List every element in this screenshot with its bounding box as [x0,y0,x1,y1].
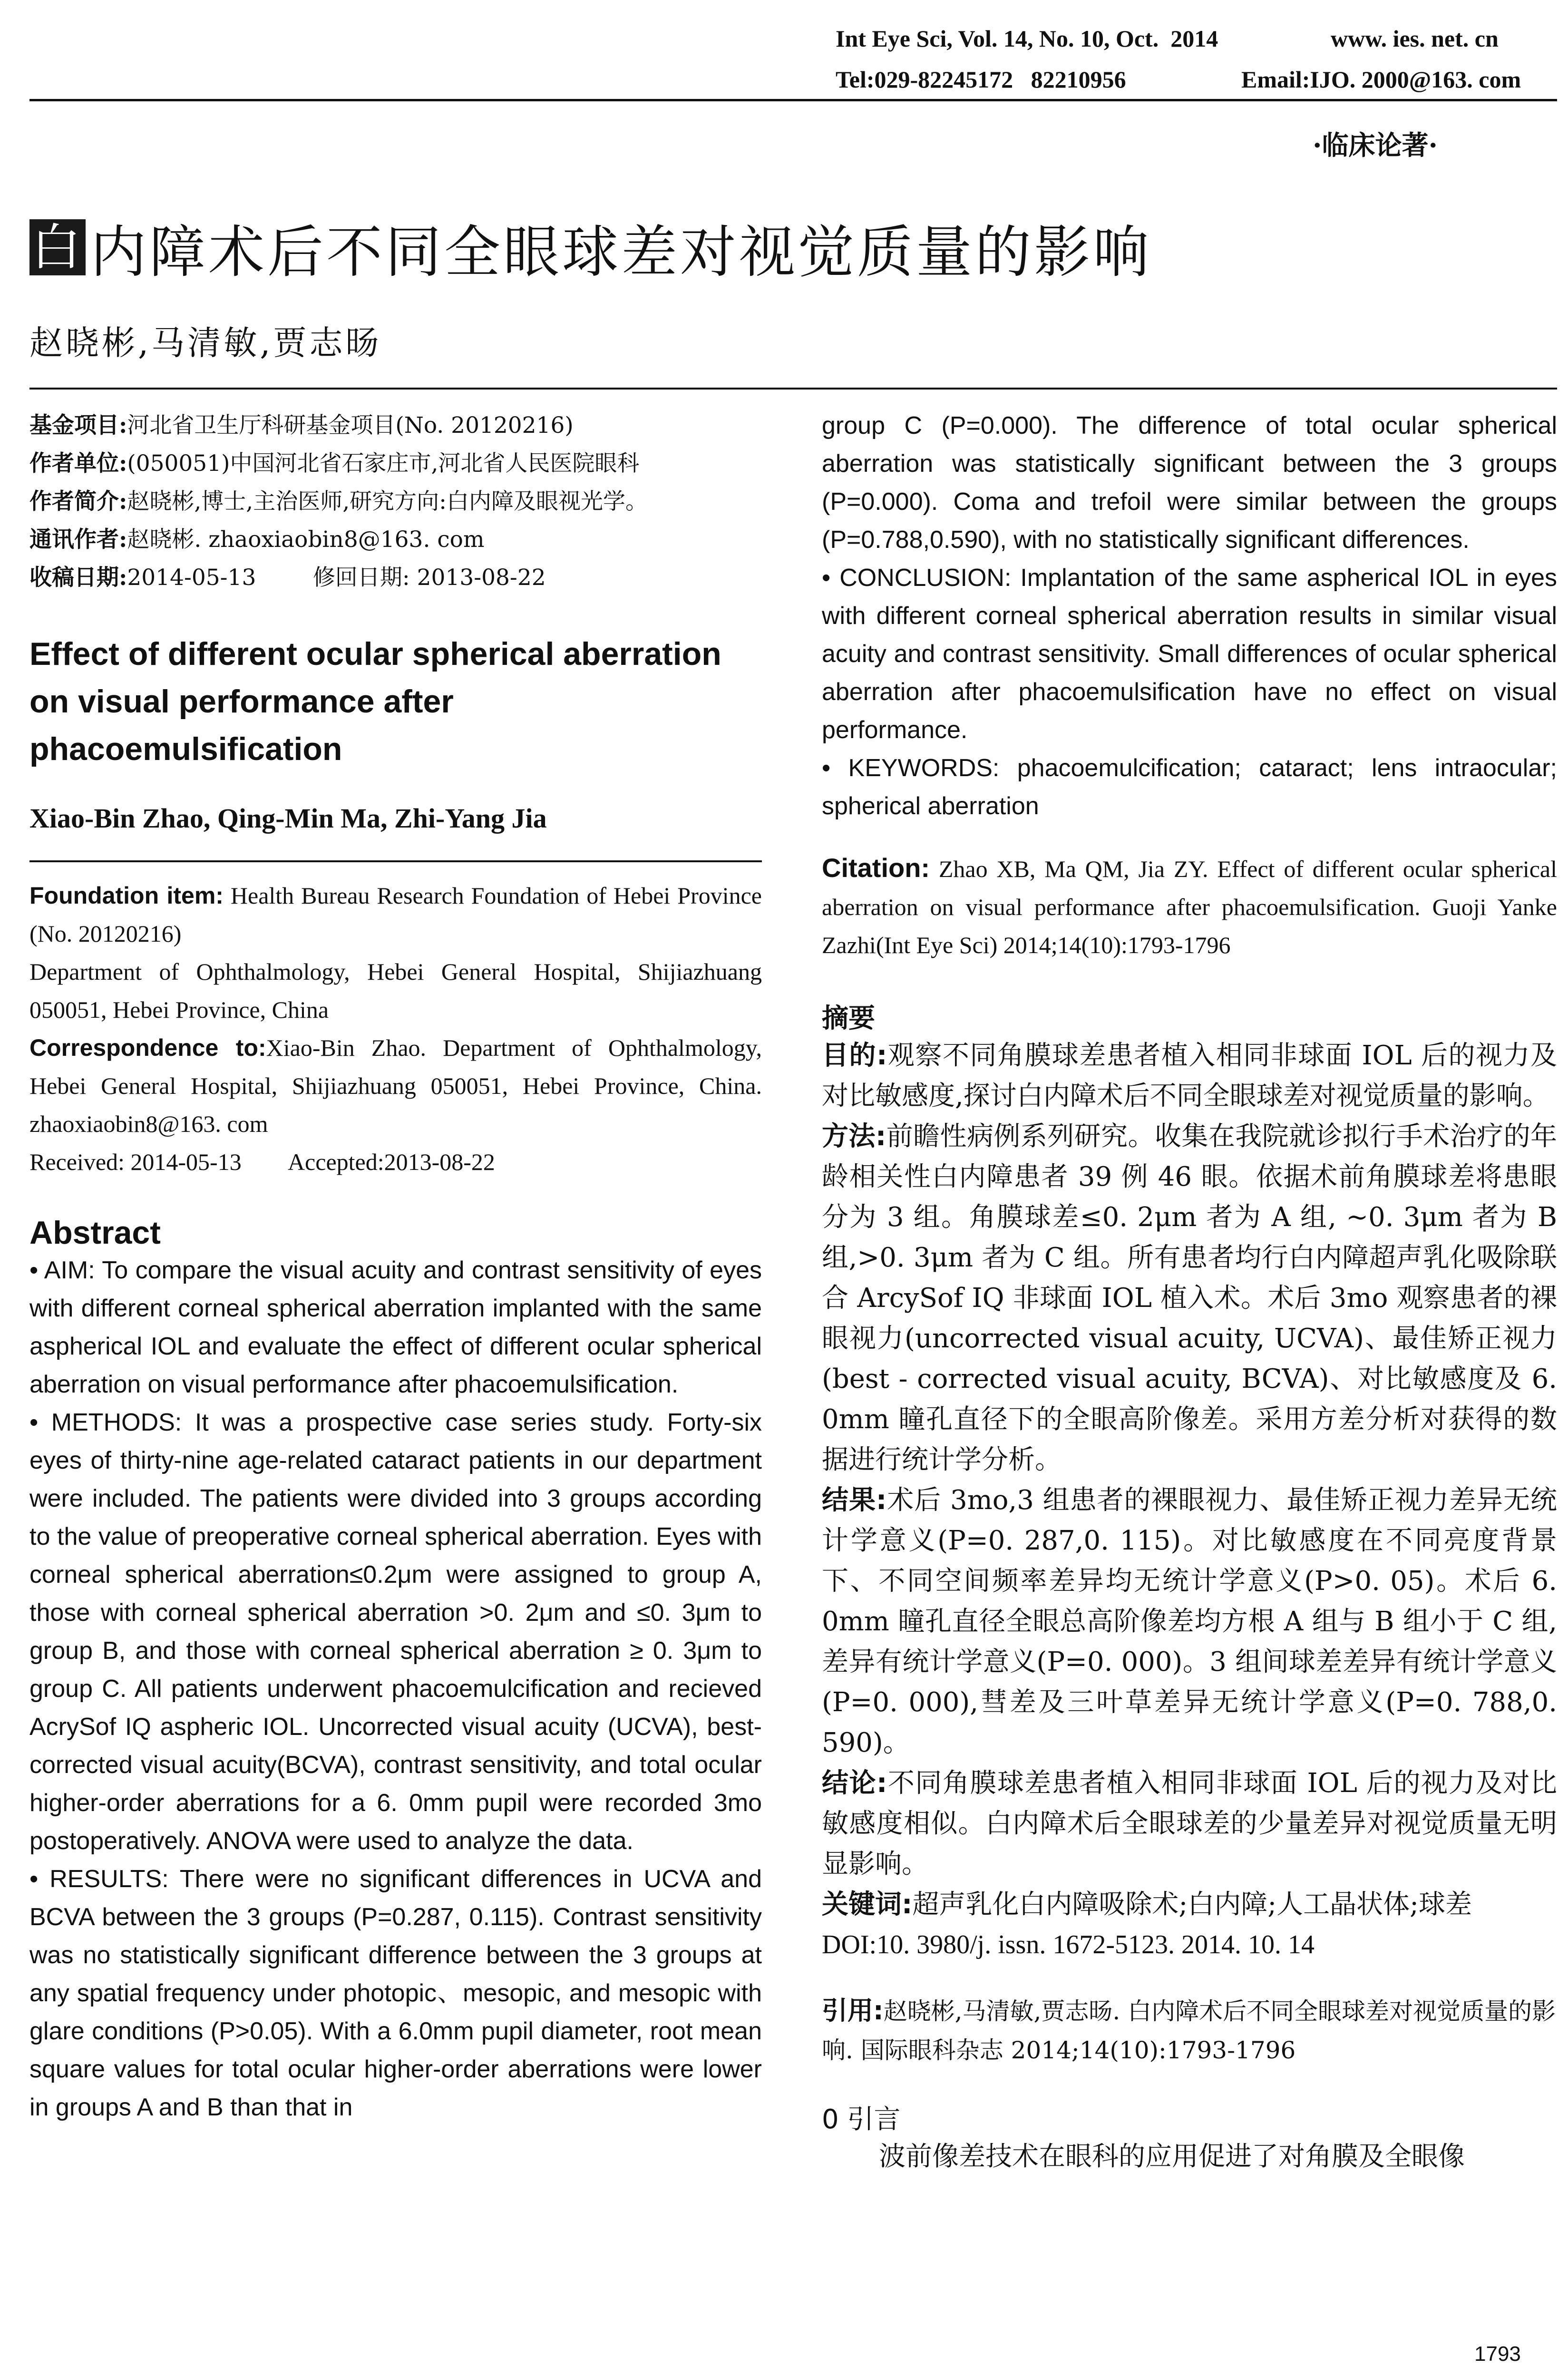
citation-label: Citation: [822,853,930,883]
zh-label: 方法: [822,1121,886,1152]
correspondence-text: Xiao-Bin Zhao. Department of Ophthalmology, Hebei General Hospital, Shijiazhuang 050051, Hebei Province, China. zhaoxiaobin8@163. com [29,1034,762,1137]
doi: DOI:10. 3980/j. issn. 1672-5123. 2014. 10. 14 [822,1930,1315,1959]
zh-aim [822,1035,1557,1116]
info-bio [29,483,762,521]
info-zh-block [29,407,762,597]
info-foundation [29,407,762,445]
citation-en [822,849,1557,964]
info-label: 收稿日期: [29,565,127,591]
zh-label: 结论: [822,1768,887,1799]
zh-text: 不同角膜球差患者植入相同非球面 IOL 后的视力及对比敏感度相似。白内障术后全眼球差的少量差异对视觉质量无明显影响。 [822,1768,1557,1880]
zh-label: 目的: [822,1040,887,1071]
abstract-conclusion: • CONCLUSION: Implantation of the same aspherical IOL in eyes with different corneal spherical aberration results in similar visual acuity and contrast sensitivity. Small differences of ocular spherical aberration after phacoemulsification have no effect on visual performance. [822,564,1557,744]
abstract-keywords: • KEYWORDS: phacoemulcification; cataract; lens intraocular; spherical aberration [822,754,1557,820]
info-text: (050051)中国河北省石家庄市,河北省人民医院眼科 [127,450,640,477]
foundation-label: Foundation item: [29,882,224,909]
journal-header-line2-left: Tel:029-82245172 82210956 [836,66,1126,93]
intro-heading: 0 引言 [822,2104,901,2135]
info-correspondence [29,521,762,559]
zh-keywords [822,1884,1557,1925]
zh-abstract-heading: 摘要 [822,1003,875,1034]
zh-text: 术后 3mo,3 组患者的裸眼视力、最佳矫正视力差异无统计学意义(P=0. 287,0. 115)。对比敏感度在不同亮度背景下、不同空间频率差异均无统计学意义(P>0. 05)。术后 6. 0mm 瞳孔直径全眼总高阶像差均方根 A 组与 B 组小于 C 组,差异有统计学意义(P=0. 000)。3 组间球差差异有统计学意义(P=0. 000),彗差及三叶草差异无统计学意义(P=0. 788,0. 590)。 [822,1485,1557,1758]
received-en: Received: 2014-05-13 Accepted:2013-08-22 [29,1149,495,1175]
info-text: 2014-05-13 修回日期: 2013-08-22 [127,565,546,591]
authors-en: Xiao-Bin Zhao, Qing-Min Ma, Zhi-Yang Jia [29,803,547,834]
right-column [822,407,1557,2177]
section-tag: ·临床论著· [1313,130,1438,161]
title-en: Effect of different ocular spherical aberration on visual performance after phacoemulsification [29,636,721,767]
zh-abstract-body [822,1035,1557,1965]
info-text: 赵晓彬. zhaoxiaobin8@163. com [127,526,485,553]
authors-zh: 赵晓彬,马清敏,贾志旸 [29,323,382,362]
abstract-aim: • AIM: To compare the visual acuity and contrast sensitivity of eyes with different corneal spherical aberration implanted with the same aspherical IOL and evaluate the effect of different ocular spherical aberration on visual performance after phacoemulsification. [29,1257,762,1398]
abstract-heading: Abstract [29,1215,161,1251]
abstract-results: • RESULTS: There were no significant differences in UCVA and BCVA between the 3 groups (P=0.287, 0.115). Contrast sensitivity was no statistically significant difference between the 3 groups at any spatial frequency under photopic、mesopic, and mesopic with glare conditions (P>0.05). With a 6.0mm pupil diameter, root mean square values for total ocular higher-order aberrations were lower in groups A and B than that in [29,1865,762,2121]
cite-zh-text: 赵晓彬,马清敏,贾志旸. 白内障术后不同全眼球差对视觉质量的影响. 国际眼科杂志 2014;14(10):1793-1796 [822,1997,1556,2064]
abstract-body [29,1251,762,2126]
correspondence-label: Correspondence to: [29,1034,266,1061]
zh-results [822,1480,1557,1763]
zh-label: 结果: [822,1485,887,1516]
zh-text: 前瞻性病例系列研究。收集在我院就诊拟行手术治疗的年龄相关性白内障患者 39 例 46 眼。依据术前角膜球差将患眼分为 3 组。角膜球差≤0. 2μm 者为 A 组, ~0. 3μm 者为 B 组,>0. 3μm 者为 C 组。所有患者均行白内障超声乳化吸除联合 ArcySof IQ 非球面 IOL 植入术。术后 3mo 观察患者的裸眼视力(uncorrected visual acuity, UCVA)、最佳矫正视力(best - corrected visual acuity, BCVA)、对比敏感度及 6. 0mm 瞳孔直径下的全眼高阶像差。采用方差分析对获得的数据进行统计学分析。 [822,1121,1558,1475]
zh-text: 超声乳化白内障吸除术;白内障;人工晶状体;球差 [912,1889,1472,1920]
page-number: 1793 [1474,2342,1521,2366]
journal-header-line2-right: Email:IJO. 2000@163. com [1241,66,1521,93]
title-zh-rest: 内障术后不同全眼球差对视觉质量的影响 [90,219,1152,285]
title-boxed-char: 白 [29,219,86,275]
abstract-methods: • METHODS: It was a prospective case series study. Forty-six eyes of thirty-nine age-related cataract patients in our department were included. The patients were divided into 3 groups according to the value of preoperative corneal spherical aberration. Eyes with corneal spherical aberration≤0.2μm were assigned to group A, those with corneal spherical aberration >0. 2μm and ≤0. 3μm to group B, and those with corneal spherical aberration ≥ 0. 3μm to group C. All patients underwent phacoemulcification and recieved AcrySof IQ aspheric IOL. Uncorrected visual acuity (UCVA), best-corrected visual acuity(BCVA), contrast sensitivity, and total ocular higher-order aberrations for a 6. 0mm pupil were recorded 3mo postoperatively. ANOVA were used to analyze the data. [29,1409,762,1855]
authors-rule [29,860,762,862]
foundation-text: Health Bureau Research Foundation of Hebei Province (No. 20120216) [29,882,762,947]
intro-text: 波前像差技术在眼科的应用促进了对角膜及全眼像 [879,2141,1465,2172]
info-label: 通讯作者: [29,526,127,553]
department-en: Department of Ophthalmology, Hebei General Hospital, Shijiazhuang 050051, Hebei Province, China [29,958,762,1023]
journal-header-line1-right: www. ies. net. cn [1331,25,1499,52]
journal-header-line1-left: Int Eye Sci, Vol. 14, No. 10, Oct. 2014 [836,25,1218,52]
title-rule [29,388,1557,390]
info-label: 作者单位: [29,450,127,477]
zh-text: 观察不同角膜球差患者植入相同非球面 IOL 后的视力及对比敏感度,探讨白内障术后不同全眼球差对视觉质量的影响。 [822,1040,1557,1111]
cite-zh-label: 引用: [822,1996,884,2026]
citation-text: Zhao XB, Ma QM, Jia ZY. Effect of different ocular spherical aberration on visual performance after phacoemulsification. Guoji Yanke Zazhi(Int Eye Sci) 2014;14(10):1793-1796 [822,856,1558,958]
correspondence-en [29,1029,762,1143]
foundation-en [29,877,762,953]
cite-zh [822,1991,1557,2070]
title-zh [29,207,1152,288]
info-dates [29,559,762,597]
left-column [29,407,762,2126]
abstract-continued [822,407,1557,825]
en-info-block [29,877,762,1181]
info-label: 基金项目: [29,412,127,438]
zh-methods [822,1116,1557,1480]
zh-label: 关键词: [822,1889,913,1920]
info-label: 作者简介: [29,488,127,515]
info-text: 河北省卫生厅科研基金项目(No. 20120216) [127,412,574,438]
abstract-results-cont: group C (P=0.000). The difference of total ocular spherical aberration was statistically significant between the 3 groups (P=0.000). Coma and trefoil were similar between the groups (P=0.788,0.590), with no statistically significant differences. [822,412,1557,554]
header-rule [29,99,1557,101]
info-affiliation [29,445,762,483]
zh-conclusion [822,1763,1557,1884]
info-text: 赵晓彬,博士,主治医师,研究方向:白内障及眼视光学。 [127,488,648,515]
